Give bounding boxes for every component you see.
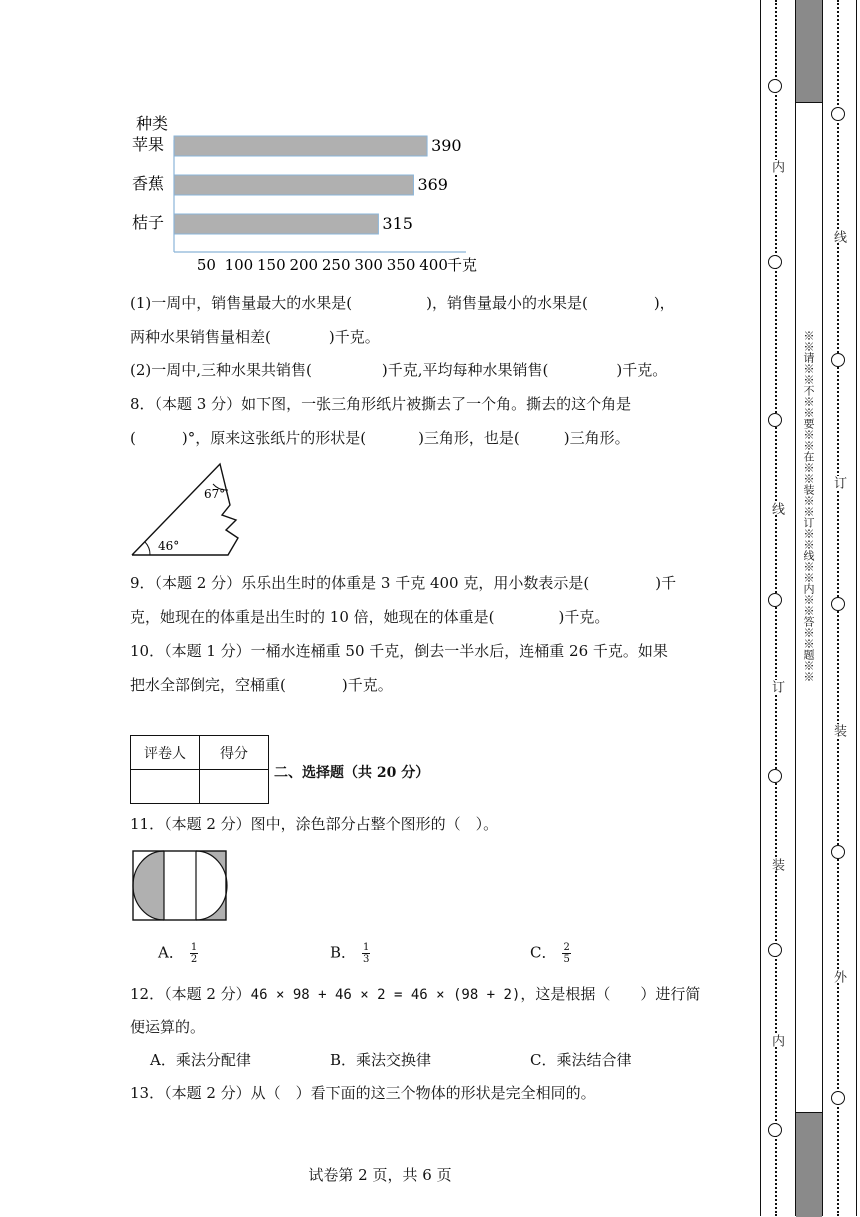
notice-strip-top-block [796, 0, 822, 103]
q12-option-a[interactable]: A．乘法分配律 [150, 1051, 251, 1069]
fraction-2-5: $\frac{2}{5}$ [563, 942, 570, 965]
x-tick-label: 250 [321, 256, 351, 274]
outer-hole-circle [831, 1091, 845, 1105]
binding-hole-circle [768, 769, 782, 783]
outer-hole-circle [831, 845, 845, 859]
inner-binding-mark: 线 [769, 502, 784, 515]
q11-stem: 11．（本题 2 分）图中，涂色部分占整个图形的（ ）。 [130, 815, 499, 833]
score-table [130, 735, 269, 804]
bar-value-label: 369 [417, 175, 448, 194]
q13-stem: 13．（本题 2 分）从（ ）看下面的这三个物体的形状是完全相同的。 [130, 1084, 596, 1102]
fraction-1-3: $\frac{1}{3}$ [363, 942, 370, 965]
bar [174, 214, 378, 234]
outer-hole-circle [831, 597, 845, 611]
x-tick-label: 150 [257, 256, 286, 274]
notice-strip [795, 0, 823, 1216]
shaded-rectangle-figure [132, 850, 228, 922]
angle-67-label: 67° [204, 487, 226, 501]
q8-stem: 8．（本题 3 分）如下图，一张三角形纸片被撕去了一个角。撕去的这个角是 [130, 395, 632, 413]
q12-stem: 12．（本题 2 分）46 × 98 + 46 × 2 = 46 × (98 + 2)，这是根据（ ）进行简 [130, 985, 701, 1003]
binding-border-left [760, 0, 761, 1216]
outer-binding-mark: 外 [831, 970, 846, 983]
q12-option-b[interactable]: B．乘法交换律 [330, 1051, 432, 1069]
section-2-title: 二、选择题（共 20 分） [274, 765, 430, 781]
outer-binding-mark: 装 [831, 724, 846, 737]
x-tick-label: 300 [354, 256, 383, 274]
x-tick-label: 400 [419, 256, 448, 274]
binding-hole-circle [768, 79, 782, 93]
outer-binding-mark: 订 [831, 476, 846, 489]
outer-binding-mark: 线 [831, 230, 846, 243]
angle-46-label: 46° [158, 539, 180, 553]
x-tick-label: 100 [224, 256, 254, 274]
binding-notice: ※※请※※不※※要※※在※※装※※订※※线※※内※※答※※题※※ [802, 330, 815, 682]
bar-value-label: 315 [382, 214, 413, 233]
category-label: 桔子 [132, 213, 165, 232]
inner-binding-mark: 内 [769, 1034, 784, 1047]
bar-value-label: 390 [431, 136, 462, 155]
grader-header: 评卷人 [131, 736, 200, 770]
q12-formula: 46 × 98 + 46 × 2 = 46 × (98 + 2) [250, 987, 521, 1003]
q9-line2: 克，她现在的体重是出生时的 10 倍，她现在的体重是( )千克。 [130, 608, 610, 626]
category-label: 苹果 [132, 135, 165, 154]
binding-hole-circle [768, 255, 782, 269]
fruit-sales-bar-chart [128, 108, 488, 278]
q11-option-b[interactable]: B． $\frac{1}{3}$ [330, 942, 370, 965]
binding-border-right [856, 0, 857, 1216]
inner-binding-mark: 装 [769, 858, 784, 871]
q7-line1: (1)一周中，销售量最大的水果是( )，销售量最小的水果是( )， [130, 294, 675, 312]
fraction-1-2: $\frac{1}{2}$ [190, 942, 198, 965]
outer-hole-circle [831, 353, 845, 367]
inner-binding-mark: 订 [769, 680, 784, 693]
q10-line2: 把水全部倒完，空桶重( )千克。 [130, 676, 393, 694]
page-footer: 试卷第 2 页，共 6 页 [308, 1166, 452, 1184]
q8-line2: ( )°，原来这张纸片的形状是( )三角形，也是( )三角形。 [130, 429, 630, 447]
inner-binding-mark: 内 [769, 160, 784, 173]
q11-option-a[interactable]: A． $\frac{1}{2}$ [158, 942, 198, 965]
q9-line1: 9．（本题 2 分）乐乐出生时的体重是 3 千克 400 克，用小数表示是( )千 [130, 574, 677, 592]
q12-option-c[interactable]: C．乘法结合律 [530, 1051, 632, 1069]
score-cell[interactable] [200, 770, 269, 804]
torn-triangle-figure [128, 460, 248, 560]
q11-option-c[interactable]: C． $\frac{2}{5}$ [530, 942, 570, 965]
notice-strip-bottom-block [796, 1112, 822, 1217]
binding-hole-circle [768, 943, 782, 957]
x-tick-label: 50 [196, 256, 216, 274]
binding-hole-circle [768, 593, 782, 607]
q7-line3: (2)一周中,三种水果共销售( )千克,平均每种水果销售( )千克。 [130, 361, 668, 379]
chart-ylabel: 种类 [136, 114, 169, 133]
q10-stem: 10．（本题 1 分）一桶水连桶重 50 千克，倒去一半水后，连桶重 26 千克。如果 [130, 642, 668, 660]
binding-hole-circle [768, 1123, 782, 1137]
x-axis-unit-label: 千克 [446, 256, 478, 274]
q7-line2: 两种水果销售量相差( )千克。 [130, 328, 380, 346]
q12-line2: 便运算的。 [130, 1018, 206, 1036]
bar [174, 175, 413, 195]
grader-cell[interactable] [131, 770, 200, 804]
x-tick-label: 200 [289, 256, 319, 274]
category-label: 香蕉 [132, 174, 165, 193]
binding-hole-circle [768, 413, 782, 427]
x-tick-label: 350 [386, 256, 416, 274]
score-header: 得分 [200, 736, 269, 770]
bar [174, 136, 427, 156]
outer-hole-circle [831, 107, 845, 121]
